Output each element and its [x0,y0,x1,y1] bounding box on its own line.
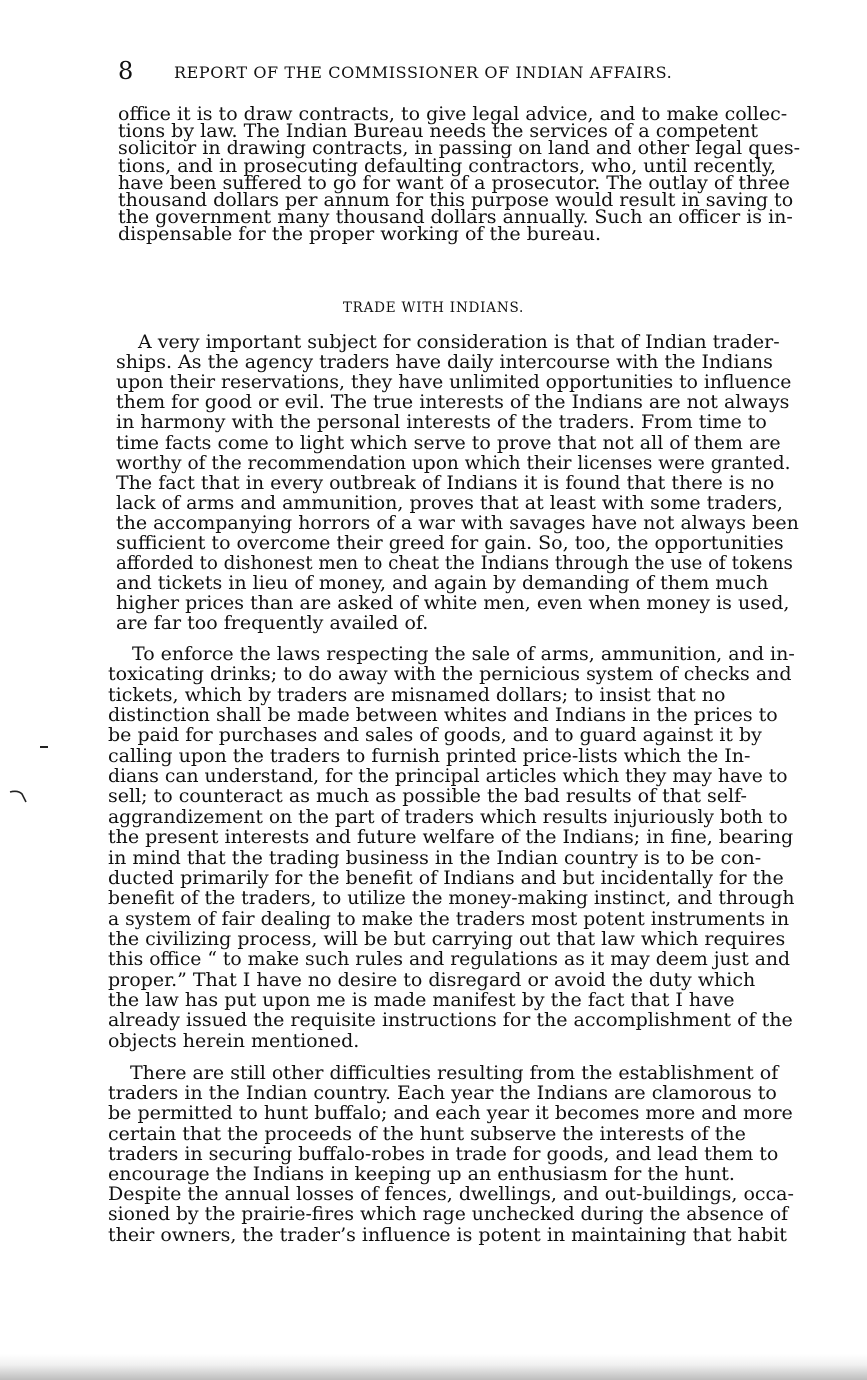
text-line: proper.” That I have no desire to disregard or avoid the duty which [108,968,756,991]
text-line: tions, and in prosecuting defaulting contractors, who, until recently, [118,154,776,177]
text-line: encourage the Indians in keeping up an enthusiasm for the hunt. [108,1163,735,1185]
text-line: calling upon the traders to furnish printed price-lists which the In- [108,744,751,767]
text-line: the law has put upon me is made manifest by the fact that I have [108,988,735,1011]
text-line: the civilizing process, will be but carrying out that law which requires [108,927,786,950]
text-line: dians can understand, for the principal articles which they may have to [108,766,788,788]
text-line: A very important subject for consideration is that of Indian trader- [138,331,780,353]
text-line: objects herein mentioned. [108,1029,360,1052]
section-heading: TRADE WITH INDIANS. [342,300,525,316]
text-line: solicitor in drawing contracts, in passing on land and other legal ques- [118,137,801,160]
running-head-title: REPORT OF THE COMMISSIONER OF INDIAN AFFAIRS. [174,63,673,82]
text-line: distinction shall be made between whites and Indians in the prices to [108,704,778,727]
text-line: aggrandizement on the part of traders which results injuriously both to [108,806,788,828]
text-line: the present interests and future welfare of the Indians; in fine, bearing [108,826,794,849]
text-line: time facts come to light which serve to prove that not all of them are [116,431,781,454]
text-line: ducted primarily for the benefit of Indians and but incidentally for the [108,866,784,889]
text-line: traders in securing buffalo-robes in trade for goods, and lead them to [108,1142,779,1165]
text-line: in harmony with the personal interests of the traders. From time to [116,411,767,434]
text-line: ships. As the agency traders have daily intercourse with the Indians [116,351,773,374]
text-line: a system of fair dealing to make the traders most potent instruments in [108,908,790,930]
text-line: To enforce the laws respecting the sale of arms, ammunition, and in- [132,643,795,665]
text-line: in mind that the trading business in the Indian country is to be con- [108,846,762,869]
text-line: tions by law. The Indian Bureau needs the services of a competent [118,120,759,143]
text-line: have been suffered to go for want of a prosecutor. The outlay of three [118,171,790,194]
text-line: Despite the annual losses of fences, dwellings, and out-buildings, occa- [108,1183,794,1206]
text-line: lack of arms and ammunition, proves that at least with some traders, [116,491,783,514]
text-line: sufficient to overcome their greed for gain. So, too, the opportunities [116,532,784,554]
text-line: sioned by the prairie-fires which rage unchecked during the absence of [108,1204,789,1226]
text-line: benefit of the traders, to utilize the money-making instinct, and through [108,888,795,910]
text-line: worthy of the recommendation upon which their licenses were granted. [116,452,791,474]
text-line: be permitted to hunt buffalo; and each year it becomes more and more [108,1102,793,1125]
text-line: already issued the requisite instructions for the accomplishment of the [108,1009,793,1032]
running-head [118,56,758,86]
text-line: be paid for purchases and sales of goods, and to guard against it by [108,724,762,747]
text-line: afforded to dishonest men to cheat the Indians through the use of tokens [116,553,793,575]
text-line: sell; to counteract as much as possible the bad results of that self- [108,785,747,808]
text-line: toxicating drinks; to do away with the pernicious system of checks and [108,663,792,686]
text-line: them for good or evil. The true interests of the Indians are not always [116,391,790,414]
text-line: traders in the Indian country. Each year the Indians are clamorous to [108,1082,777,1105]
text-line: tickets, which by traders are misnamed dollars; to insist that no [108,683,726,706]
text-line: are far too frequently availed of. [116,612,429,635]
text-line: higher prices than are asked of white men, even when money is used, [116,592,790,615]
text-line: certain that the proceeds of the hunt subserve the interests of the [108,1122,746,1145]
text-line: The fact that in every outbreak of Indians it is found that there is no [116,471,775,494]
text-line: the accompanying horrors of a war with savages have not always been [116,511,799,534]
text-line: and tickets in lieu of money, and again by demanding of them much [116,572,769,595]
page-bottom-edge [0,1354,867,1380]
text-line: this office “ to make such rules and regulations as it may deem just and [108,949,790,971]
text-line: dispensable for the proper working of the bureau. [118,223,602,246]
text-line: There are still other difficulties resulting from the establishment of [130,1062,779,1084]
margin-bracket-mark [8,786,30,808]
text-line: office it is to draw contracts, to give legal advice, and to make collec- [118,103,788,125]
text-line: upon their reservations, they have unlimited opportunities to influence [116,372,792,394]
margin-dash-mark [40,746,48,748]
text-line: the government many thousand dollars annually. Such an officer is in- [118,206,793,229]
page-number: 8 [118,57,134,85]
text-line: their owners, the trader’s influence is potent in maintaining that habit [108,1223,787,1246]
text-line: thousand dollars per annum for this purpose would result in saving to [118,189,794,211]
